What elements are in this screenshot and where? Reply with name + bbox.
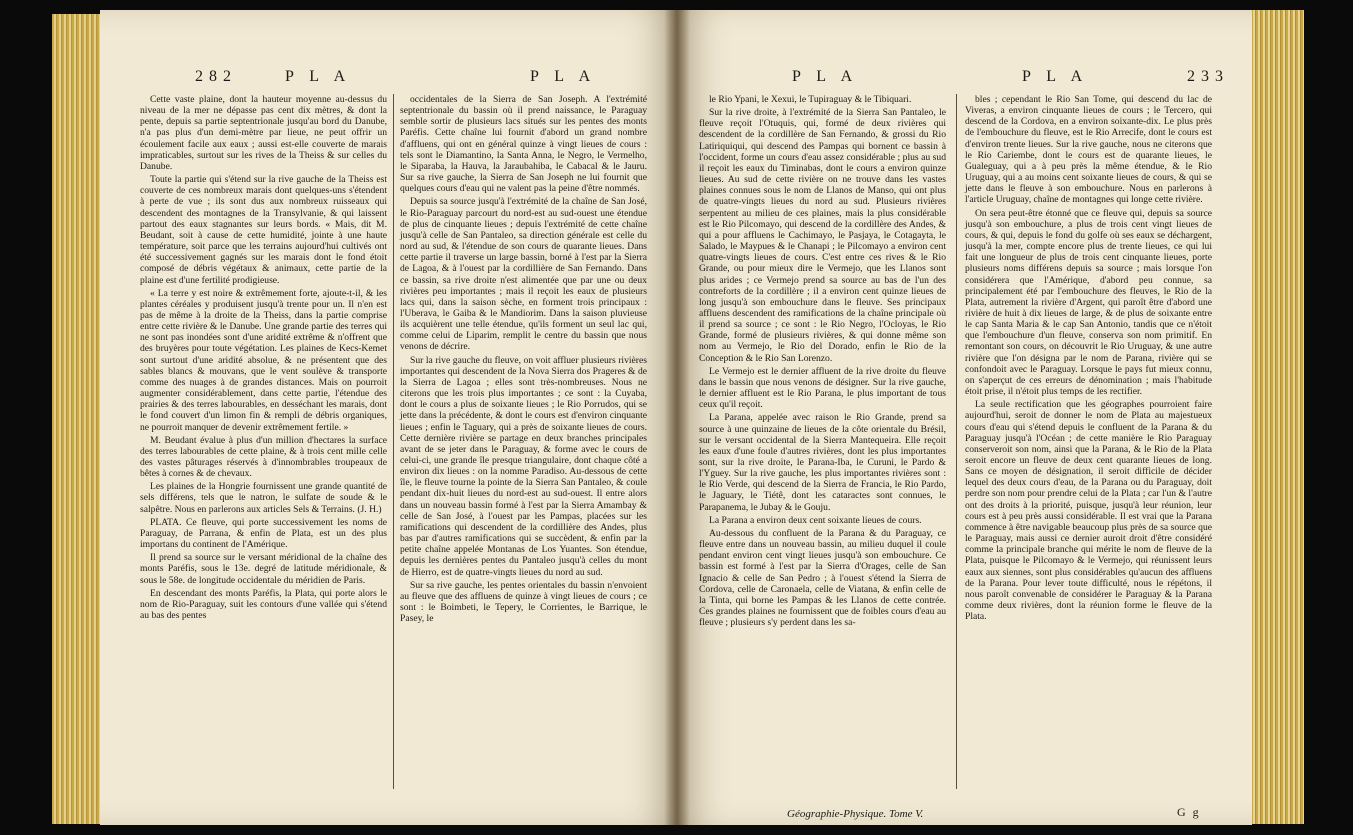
book-gutter <box>664 10 690 825</box>
column-rule-left <box>393 94 394 789</box>
header-word-4: P L A <box>1022 68 1089 85</box>
running-header-right <box>677 68 1252 90</box>
paragraph: Le Vermejo est le dernier affluent de la rive droite du fleuve dans le bassin que nous venons de désigner. Sur la rive gauche, le dernier affluent est le Rio Parana, le plus important de tous ceux qu'il reçoit. <box>699 365 946 411</box>
page-number-right: 233 <box>1187 68 1229 85</box>
text-column-2 <box>400 94 647 626</box>
paragraph: Il prend sa source sur le versant méridional de la chaîne des monts Paréfis, sous le 13e. degré de latitude méridionale, & sous le 58e. de longitude occidentale du méridien de Paris. <box>140 552 387 586</box>
paragraph: PLATA. Ce fleuve, qui porte successivement les noms de Paraguay, de Parrana, & enfin de Plata, est un des plus importans du continent de l'Amérique. <box>140 516 387 551</box>
paragraph: On sera peut-être étonné que ce fleuve qui, depuis sa source jusqu'à son embouchure, a plus de trois cent vingt lieues de cours, & qui, depuis le fond du golfe où ses eaux se déchargent, jusqu'à la mer, compte encore plus de trente lieues, ce qui lui fait une longueur de plus de trois cent cinquante lieues, porte plusieurs noms différens depuis sa source ; mais lorsque l'on considérera que l'Amérique, d'abord peu connue, sa principalement été par l'embouchure des fleuves, le Rio de la Plata, autrement la rivière d'Argent, qui paroît être d'abord une rivière de huit à dix lieues de large, & de plus de soixante entre le cap Santa Maria & le cap San Antonio, tandis que ce n'étoit que l'embouchure d'un fleuve, conserva son nom primitif. En remontant son cours, on découvrit le Rio Uruguay, & une autre rivière que l'on désigna par le nom de Parana, rivière qui se confondoit avec le Paraguay. Lorsque le pays fut mieux connu, on s'aperçut de ces erreurs de dénomination ; mais l'habitude étoit prise, il n'étoit plus temps de les rectifier. <box>965 207 1212 398</box>
text-column-1 <box>140 94 387 623</box>
signature-mark: G g <box>1177 805 1201 819</box>
page-number-left: 282 <box>195 68 237 85</box>
paragraph: Depuis sa source jusqu'à l'extrémité de la chaîne de San José, le Rio-Paraguay parcourt du nord-est au sud-ouest une étendue de plus de cinquante lieues ; depuis l'extrémité de cette chaîne jusqu'à celle de San Pantaleo, sa direction générale est celle du nord au sud, & l'étendue de son cours de quarante lieues. Dans cette partie il traverse un large bassin, borné à l'est par la Sierra de Lagoa, & à l'ouest par la cordillière de San Fernando. Dans ce bassin, sa rive droite n'est alimentée que par une ou deux rivières peu importantes ; mais il reçoit les eaux de plusieurs lacs qui, dans la saison sèche, en forment trois principaux : l'Uberava, le Gaiba & le Mandiorim. Dans la saison pluvieuse ils acquièrent une telle étendue, qu'ils forment un seul lac qui, comme celui de Liparim, remplit le centre du bassin que nous venons de décrire. <box>400 196 647 353</box>
paragraph: occidentales de la Sierra de San Joseph. A l'extrémité septentrionale du bassin où il prend naissance, le Paraguay semble sortir de plusieurs lacs situés sur les pentes des monts Paréfis. Cette chaîne lui fournit d'abord un grand nombre d'affluens, qui ont en général quinze à vingt lieues de cours : tels sont le Diamantino, la Santa Anna, le Negro, le Vermelho, le Siparaba, la Hauva, la Jaraubahiba, le Cabacal & le Jauru. Sur sa rive gauche, la Sierra de San Joseph ne lui fournit que quelques cours d'eau qui ne valent pas la peine d'être nommés. <box>400 94 647 195</box>
paragraph: « La terre y est noire & extrêmement forte, ajoute-t-il, & les plantes céréales y produisent jusqu'à trente pour un. Il n'en est pas de même à la droite de la Theiss, dans la partie comprise entre cette rivière & le Danube. Une grande partie des terres qui ne sont pas inondées sont d'une aridité extrême & n'offrent que des bruyères pour toute végétation. Les plaines de Kecs-Kemet sont surtout d'une aridité absolue, & ne présentent que des sables blancs & mouvans, que le vent soulève & transporte comme des nuages à de grandes distances. Mais on pourroit augmenter considérablement, dans cette partie, l'étendue des prairies & des terres labourables, en desséchant les marais, dont le fond couvert d'un limon fin & rempli de débris organiques, ne pourroit manquer de devenir extrêmement fertile. » <box>140 287 387 433</box>
paragraph: le Rio Ypani, le Xexui, le Tupiraguay & le Tibiquari. <box>709 94 912 105</box>
paragraph: La Parana, appelée avec raison le Rio Grande, prend sa source à une quinzaine de lieues de la côte orientale du Brésil, sur le versant occidental de la Sierra Mantequeira. Elle reçoit les eaux d'une foule d'autres rivières, dont les plus importantes sont, sur la rive droite, le Parana-Iba, le Curuni, le Pardo & l'Yguey. Sur la rive gauche, les plus importantes rivières sont : le Rio Verde, qui descend de la Sierra de Francia, le Rio Pardo, le Jaguary, le Tiétê, dont les cataractes sont connues, le Parapanema, le Jubay & le Gouju. <box>699 412 946 513</box>
left-page <box>100 10 677 825</box>
paragraph: La seule rectification que les géographes pourroient faire aujourd'hui, seroit de donner le nom de Plata au majestueux cours d'eau qui s'étend depuis le confluent de la Parana & du Paraguay jusqu'à l'Océan ; de cette manière le Rio Paraguay conserveroit son nom, ainsi que la Parana, & le Rio de la Plata seroit encore un fleuve de deux cent quarante lieues de long. Sans ce moyen de désignation, il seroit difficile de décider lequel des deux cours d'eau, de la Parana ou du Paraguay, doit perdre son nom pour prendre celui de la Plata ; car l'un & l'autre ont des droits à la priorité, puisque, jusqu'à leur réunion, leur cours est à peu près aussi considérable. Il est vrai que la Parana commence à être navigable beaucoup plus près de sa source que le Paraguay, mais aussi ce dernier auroit droit d'être considéré comme la principale branche qui mérite le nom de fleuve de la Plata, puisque le Pilcomayo & le Vermejo, qui réunissent leurs eaux aux siennes, sont plus considérables qu'aucun des affluens de la Parana. Pour lever toute difficulté, nous le répétons, il nous paroît convenable de considérer le Paraguay & la Parana comme deux rivières, dont la réunion forme le fleuve de la Plata. <box>965 399 1212 623</box>
right-page <box>677 10 1252 825</box>
header-word-1: P L A <box>285 68 352 85</box>
page-footer: Géographie-Physique. Tome V. <box>787 808 924 820</box>
paragraph: bles ; cependant le Rio San Tome, qui descend du lac de Viveras, a environ cinquante lieues de cours ; le Tercero, qui descend de la Cordova, en a environ soixante-dix. Le plus près de l'embouchure du fleuve, est le Rio Arrecife, dont le cours est d'environ trente lieues. Sur la rive gauche, nous ne citerons que le Rio Cariembe, dont le cours est de quarante lieues, le Gualeguay, qui a à peu près la même étendue, & le Rio Uruguay, qui a au moins cent soixante lieues de cours, & qui se jette dans le fleuve à son embouchure. Nous en parlerons à l'article Uruguay, chaîne de montagnes qui longe cette rivière. <box>965 94 1212 206</box>
header-word-3: P L A <box>792 68 859 85</box>
header-word-2: P L A <box>530 68 597 85</box>
paragraph: Sur la rive gauche du fleuve, on voit affluer plusieurs rivières importantes qui descendent de la Nova Sierra dos Prageres & de la Sierra de Lagoa ; elles sont très-nombreuses. Nous ne citerons que les trois plus importantes ; ce sont : la Cuyaba, dont le cours a plus de soixante lieues ; le Rio Porrudos, qui se jette dans la précédente, & dont le cours est d'environ cinquante lieues ; enfin le Taguary, qui a près de soixante lieues de cours. Cette dernière rivière se partage en deux branches principales avant de se jeter dans le Paraguay, & forme avec le cours de celui-ci, une grande île presque triangulaire, dont chaque côté a environ dix lieues : on la nomme Paradiso. Au-dessous de cette île, le fleuve tourne la pointe de la Sierra San Pantaleo, & coule pendant dix-huit lieues du nord-est au sud-ouest. Il entre alors dans un nouveau bassin formé à l'est par la Sierra Amambay & celle de San José, à l'ouest par les Pampas, placées sur les ramifications qui descendent de la cordillière des Andes, plus bas par d'autres ramifications qui se succèdent, & enfin par la petite chaîne appelée Montanas de Los Yuantes. Son étendue, depuis les dernières pentes du Pantaleo jusqu'à celles du mont de Hierro, est de quatre-vingts lieues du nord au sud. <box>400 354 647 578</box>
paragraph: Les plaines de la Hongrie fournissent une grande quantité de sels différens, tels que le natron, le sulfate de soude & le salpêtre. Nous en parlerons aux articles Sels & Terrains. (J. H.) <box>140 481 387 515</box>
paragraph: M. Beudant évalue à plus d'un million d'hectares la surface des terres labourables de cette plaine, & à trois cent mille celle des vastes pâturages réservés à d'innombrables troupeaux de bêtes à cornes & de chevaux. <box>140 434 387 480</box>
paragraph: En descendant des monts Paréfis, la Plata, qui porte alors le nom de Rio-Paraguay, suit les contours d'une vallée qui s'étend au bas des pentes <box>140 587 387 622</box>
paragraph: Sur sa rive gauche, les pentes orientales du bassin n'envoient au fleuve que des affluens de quinze à vingt lieues de cours ; ce sont : le Boimbeti, le Tepery, le Corrientes, le Barrique, le Pasey, le <box>400 579 647 625</box>
text-column-3 <box>699 94 946 630</box>
paragraph: Toute la partie qui s'étend sur la rive gauche de la Theiss est couverte de ces nombreux marais dont quelques-uns s'étendent à perte de vue ; ils sont dus aux nombreux ruisseaux qui descendent des montagnes de la Transylvanie, & qui laissent partout des eaux stagnantes sur leurs bords. « Mais, dit M. Beudant, soit à cause de cette humidité, jointe à une haute température, soit parce que les terrains aujourd'hui cultivés ont été successivement gagnés sur les marais dont le fond étoit composé de débris végétaux & animaux, cette partie de la plaine est d'une fertilité prodigieuse. <box>140 174 387 286</box>
paragraph: Au-dessous du confluent de la Parana & du Paraguay, ce fleuve entre dans un nouveau bassin, au milieu duquel il coule pendant environ cent vingt lieues jusqu'à son embouchure. Ce bassin est formé à l'est par la Sierra d'Orages, celle de San Ignacio & celle de San Pedro ; à l'ouest s'étend la Sierra de Cordova, celle de Caronaela, celle de Viatana, & enfin celle de la Tinta, qui borne les Pampas & les Llanos de cette contrée. Ces grandes plaines ne fournissent que de foibles cours d'eau au fleuve ; plusieurs s'y perdent dans les sa- <box>699 527 946 629</box>
paragraph: La Parana a environ deux cent soixante lieues de cours. <box>709 514 922 526</box>
running-header-left <box>100 68 677 90</box>
paragraph: Sur la rive droite, à l'extrémité de la Sierra San Pantaleo, le fleuve reçoit l'Otuquis, qui, formé de deux rivières qui descendent de la cordillère de San Fernando, & grossi du Rio Latiriquiqui, qui descend des Pampas qui bornent ce bassin à l'occident, forme un cours d'eau assez considérable ; plus au sud il reçoit les eaux du Timinabas, dont le cours a environ quinze lieues. Au sud de cette rivière on ne trouve dans les vastes plaines connues sous le nom de Llanos de Manso, qui ont plus de quatre-vingts lieues du nord au sud. Plusieurs rivières serpentent au milieu de ces plaines, mais la plus considérable est le Rio Pilcomayo, qui descend de la cordillère des Andes, & qui a pour affluens le Cachimayo, le Pasjaya, le Cotagayta, le Salado, le Maypues & le Chanapi ; le Pilcomayo a environ cent quatre-vingts lieues de cours. C'est entre ces rives & le Rio Grande, ou pour mieux dire le Vermejo, que les Llanos sont plus arides ; ce Vermejo prend sa source au bas de l'un des contreforts de la cordillère ; il a environ cent quinze lieues de long jusqu'à son embouchure dans le fleuve. Ses principaux affluens descendent des ramifications de la chaîne principale où il prend sa source ; ce sont : le Rio Negro, l'Ocloyas, le Rio Grande, formé de plusieurs rivières, & qui donne même son nom au Vermejo, le Rio del Dorado, enfin le Rio de la Conception & le Rio San Lorenzo. <box>699 107 946 364</box>
paragraph: Cette vaste plaine, dont la hauteur moyenne au-dessus du niveau de la mer ne dépasse pas cent dix mètres, & dont la pente, depuis sa partie septentrionale jusqu'au bord du Danube, n'a pas plus d'un demi-mètre par lieue, ne peut offrir un écoulement facile aux eaux ; aussi est-elle couverte de marais impraticables, surtout sur les rives de la Theiss & sur celles du Danube. <box>140 94 387 172</box>
right-page-edges <box>1246 10 1304 824</box>
column-rule-right <box>956 94 957 789</box>
text-column-4 <box>965 94 1212 624</box>
